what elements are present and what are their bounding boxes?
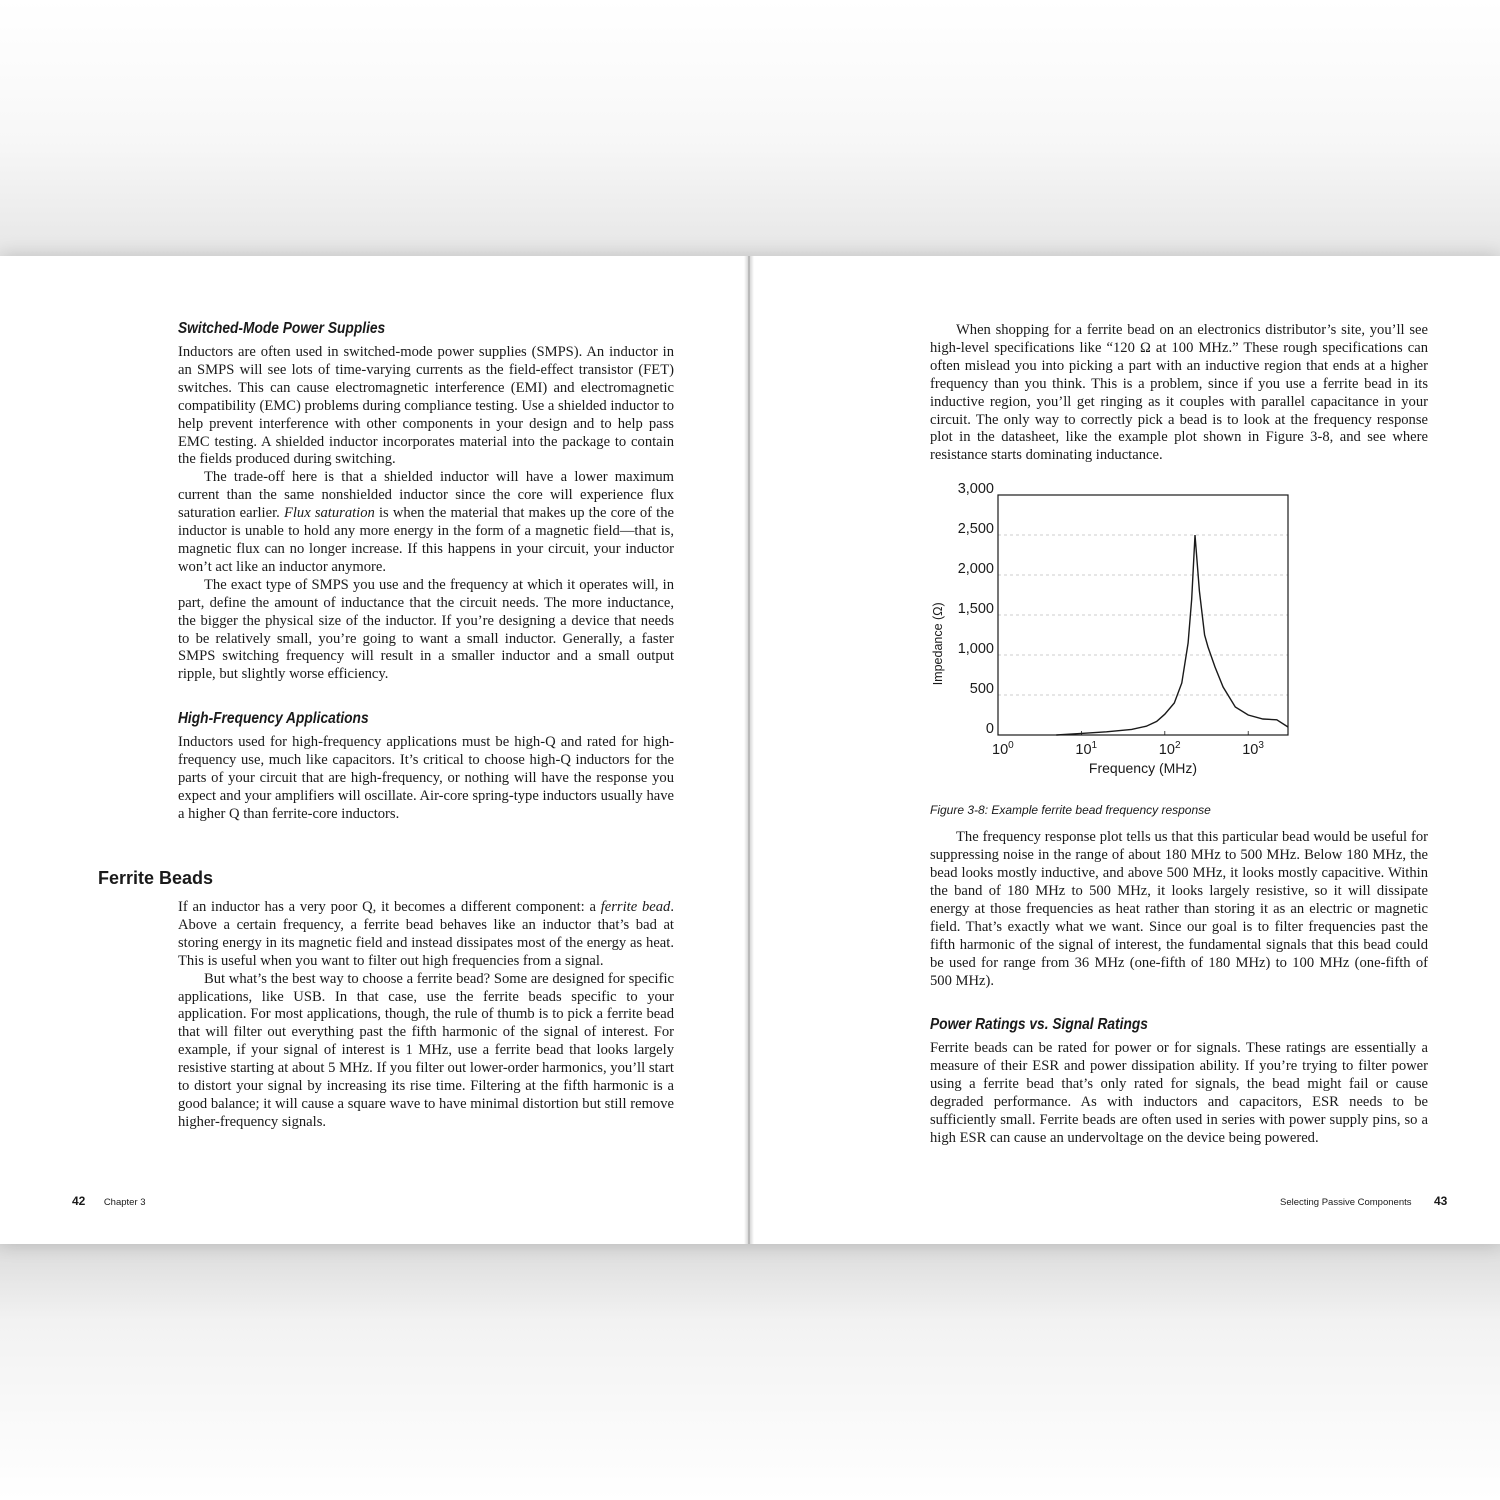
right-footer [1280, 1192, 1447, 1210]
figure-3-8 [926, 477, 1424, 789]
impedance-series-line [1056, 535, 1288, 735]
paragraph-smps-1: Inductors are often used in switched-mode power supplies (SMPS). An inductor in an SMPS will see lots of time-varying currents as the field-effect transistor (FET) switches. This can cause electromagnetic interference (EMI) and electromagnetic compatibility (EMC) problems during compliance testing. Use a shielded inductor to help prevent interference with other components in your design and to help pass EMC testing. A shielded inductor incorporates material into the package to contain the fields produced during switching. [178, 344, 674, 468]
x-tick-label: $10^0$ [992, 740, 1014, 759]
running-head-right: Selecting Passive Components [1280, 1197, 1412, 1208]
paragraph-high-frequency: Inductors used for high-frequency applications must be high-Q and rated for high-frequency use, much like capacitors. It’s critical to choose high-Q inductors for the parts of your circuit that are high-frequency, or nothing will have the response you expect and your amplifiers will oscillate. Air-core spring-type inductors usually have a higher Q than ferrite-core inductors. [178, 734, 674, 822]
y-tick-label: 500 [969, 681, 994, 698]
italic-term: Flux saturation [283, 505, 375, 522]
y-tick-label: 2,500 [957, 521, 994, 538]
backdrop-top [0, 0, 1500, 258]
x-axis-label: Frequency (MHz) [1088, 760, 1198, 777]
paragraph-shopping: When shopping for a ferrite bead on an electronics distributor’s site, you’ll see high-level specifications like “120 Ω at 100 MHz.” These rough specifications can often mislead you into picking a part with an inductive region that ends at a higher frequency than you think. This is a problem, since if you use a ferrite bead in its inductive region, you’ll get ringing as it couples with parallel capacitance in your circuit. The only way to correctly pick a bead is to look at the frequency response plot in the datasheet, like the example plot shown in Figure 3-8, and see where resistance starts dominating inductance. [930, 322, 1428, 464]
page-number-left: 42 [72, 1194, 86, 1208]
heading-power-ratings: Power Ratings vs. Signal Ratings [930, 1016, 1148, 1034]
right-column [930, 322, 1428, 1148]
left-column [178, 320, 674, 824]
figure-caption: Figure 3-8: Example ferrite bead frequency response [930, 803, 1211, 818]
y-tick-label: 3,000 [957, 481, 994, 498]
page-number-right: 43 [1433, 1194, 1448, 1208]
backdrop-bottom [0, 1244, 1500, 1500]
impedance-chart [926, 477, 1424, 789]
y-tick-label: 0 [985, 721, 994, 738]
right-page [752, 256, 1500, 1244]
heading-smps: Switched-Mode Power Supplies [178, 320, 386, 337]
y-tick-labels [958, 481, 994, 737]
y-tick-label: 1,500 [957, 601, 994, 618]
x-tick-label: $10^3$ [1242, 740, 1264, 759]
y-tick-label: 1,000 [957, 641, 994, 658]
heading-high-frequency: High-Frequency Applications [178, 710, 369, 728]
italic-term: ferrite bead [600, 899, 671, 915]
left-footer [72, 1192, 146, 1210]
left-column-lower [178, 899, 674, 1132]
paragraph-ferrite-2: But what’s the best way to choose a ferrite bead? Some are designed for specific applications, like USB. In that case, use the ferrite beads specific to your application. For most applications, though, the rule of thumb is to pick a ferrite bead that will filter out everything past the fifth harmonic of the signal of interest. For example, if your signal of interest is 1 MHz, use a ferrite bead that looks largely resistive starting at about 5 MHz. If you filter out lower-order harmonics, you’ll start to distort your signal by increasing its rise time. Filtering at the fifth harmonic is a good balance; it will cause a square wave to have minimal distortion but still remove higher-frequency signals. [178, 970, 674, 1130]
y-axis-label: Impedance (Ω) [931, 602, 945, 686]
x-tick-label: $10^1$ [1075, 740, 1098, 759]
paragraph-power-ratings: Ferrite beads can be rated for power or for signals. These ratings are essentially a measure of their ESR and power dissipation ability. If you’re trying to filter power using a ferrite bead that’s only rated for signals, the bead might fail or cause degraded performance. As with inductors and capacitors, ESR needs to be sufficiently small. Ferrite beads are often used in series with power supply pins, so a high ESR can cause an undervoltage on the device being powered. [930, 1040, 1428, 1146]
heading-ferrite-beads: Ferrite Beads [98, 868, 214, 888]
paragraph-smps-2: The trade-off here is that a shielded inductor will have a lower maximum current than the same nonshielded inductor since the core will experience flux saturation earlier. Flux saturation is when the material that makes up the core of the inductor is unable to hold any more energy in the form of a magnetic field—that is, magnetic flux can no longer increase. If this happens in your circuit, your inductor won’t act like an inductor anymore. [178, 469, 674, 575]
running-head-left: Chapter 3 [103, 1197, 146, 1208]
paragraph-ferrite-1: If an inductor has a very poor Q, it becomes a different component: a ferrite bead. Above a certain frequency, a ferrite bead behaves like an inductor that’s bad at storing energy in its magnetic field and instead dissipates most of the energy as heat. This is useful when you want to filter out high frequencies from a signal. [178, 899, 674, 969]
y-tick-label: 2,000 [957, 561, 994, 578]
x-tick-label: $10^2$ [1158, 740, 1181, 759]
paragraph-frequency-response: The frequency response plot tells us that this particular bead would be useful for suppressing noise in the range of about 180 MHz to 500 MHz. Below 180 MHz, the bead looks mostly inductive, and above 500 MHz, it looks mostly capacitive. Within the band of 180 MHz to 500 MHz, it looks largely resistive, so it will dissipate energy at those frequencies as heat rather than storing it as an electric or magnetic field. That’s exactly what we want. Since our goal is to filter frequencies past the fifth harmonic of the signal of interest, the fundamental signals that this bead could be used for range from 36 MHz (one-fifth of 180 MHz) to 100 MHz (one-fifth of 500 MHz). [930, 829, 1428, 989]
paragraph-smps-3: The exact type of SMPS you use and the frequency at which it operates will, in part, define the amount of inductance that the circuit needs. The more inductance, the bigger the physical size of the inductor. If you’re designing a device that needs to be relatively small, you’re going to want a small inductor. Generally, a faster SMPS switching frequency will result in a smaller inductor and a small output ripple, but slightly worse efficiency. [178, 576, 674, 683]
left-page [0, 256, 746, 1244]
chart-grid [998, 535, 1288, 695]
